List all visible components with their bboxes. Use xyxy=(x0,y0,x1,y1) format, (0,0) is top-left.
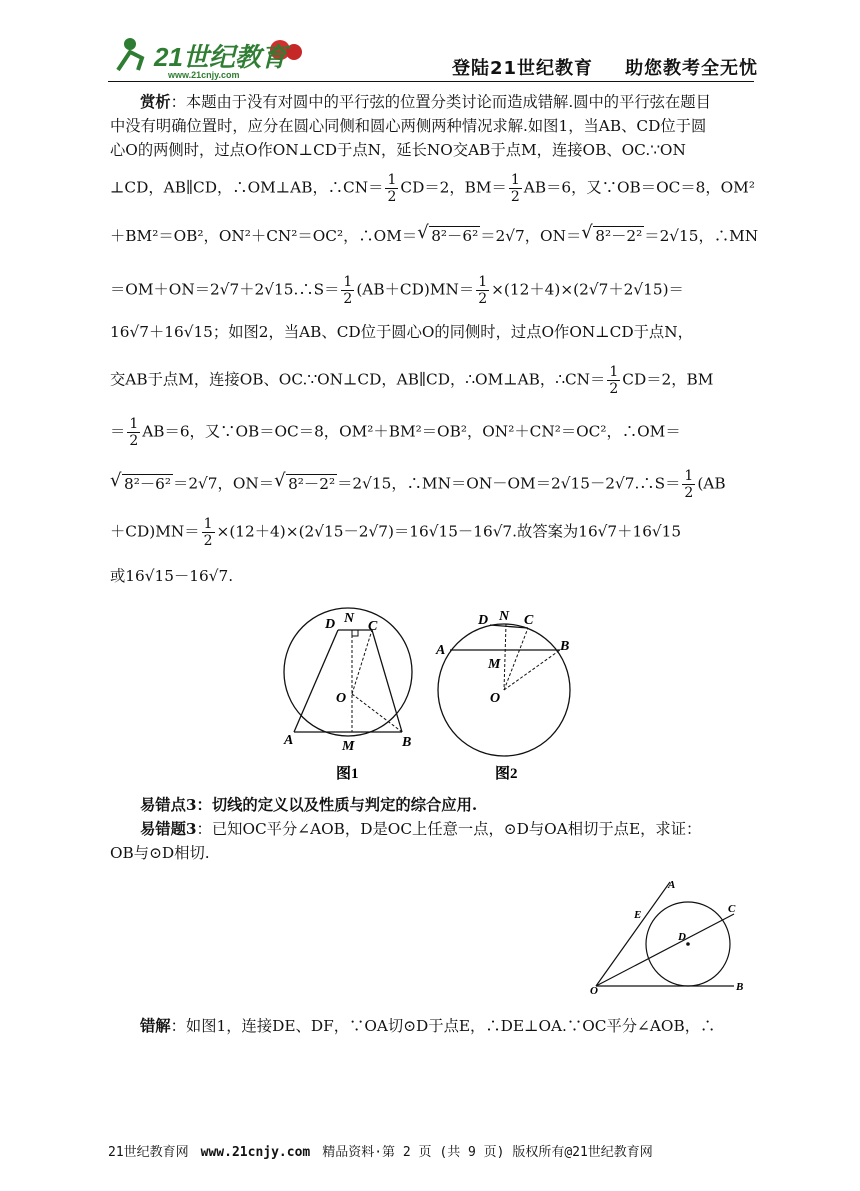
analysis-label: 赏析 xyxy=(140,93,171,111)
slogan-left: 登陆21世纪教育 xyxy=(452,58,594,79)
logo-url: www.21cnjy.com xyxy=(168,70,240,80)
fig3-label-e: E xyxy=(634,909,642,921)
text-seg: ＋BM²＝OB²，ON²＋CN²＝OC²，∴OM＝ xyxy=(110,227,418,245)
text-seg: AB＝6，又∵OB＝OC＝8，OM² xyxy=(523,178,755,197)
frac-den: 2 xyxy=(609,381,619,397)
fig2-label-m: M xyxy=(488,657,501,672)
text-seg: ×(12＋4)×(2√15－2√7)＝16√15－16√7.故答案为16√7＋16√15 xyxy=(216,522,682,541)
analysis-line-3: 心O的两侧时，过点O作ON⊥CD于点N，延长NO交AB于点M，连接OB、OC.∵ON xyxy=(110,141,686,159)
sqrt-expression xyxy=(274,474,337,494)
footer-url[interactable]: www.21cnjy.com xyxy=(200,1145,311,1160)
fig1-label-b: B xyxy=(402,735,412,750)
radicand: 8²－2² xyxy=(288,474,336,493)
analysis-line-12: 或16√15－16√7. xyxy=(110,567,234,585)
sqrt-expression xyxy=(417,226,480,246)
fraction-half xyxy=(127,416,140,449)
error-problem-line-1 xyxy=(140,819,750,839)
wrong-solution-line xyxy=(140,1016,750,1036)
footer-page-info: 精品资料·第 2 页 (共 9 页) 版权所有@21世纪教育网 xyxy=(322,1145,653,1160)
radicand: 8²－2² xyxy=(595,227,643,245)
text-seg: ⊥CD，AB∥CD，∴OM⊥AB，∴CN＝ xyxy=(110,178,384,197)
fig1-label-d: D xyxy=(325,617,336,632)
problem-label: 易错题3 xyxy=(140,820,197,838)
slogan-right: 助您教考全无忧 xyxy=(625,58,759,79)
fig1-caption: 图1 xyxy=(336,766,359,782)
frac-num: 1 xyxy=(387,172,397,188)
footer-site-name: 21世纪教育网 xyxy=(108,1145,189,1160)
text-seg: AB＝6，又∵OB＝OC＝8，OM²＋BM²＝OB²，ON²＋CN²＝OC²，∴OM＝ xyxy=(142,422,681,441)
frac-num: 1 xyxy=(684,468,694,484)
analysis-line-1 xyxy=(140,92,750,112)
fraction-half xyxy=(476,274,489,307)
analysis-line-8 xyxy=(110,364,750,397)
analysis-line-2: 中没有明确位置时，应分在圆心同侧和圆心两侧两种情况求解.如图1，当AB、CD位于圆 xyxy=(110,117,707,135)
fraction-half xyxy=(607,364,620,397)
frac-num: 1 xyxy=(129,416,139,432)
text-seg: ×(12＋4)×(2√7＋2√15)＝ xyxy=(491,280,684,299)
center-d xyxy=(686,942,690,946)
header-divider xyxy=(108,81,754,82)
fig2-line-no xyxy=(504,624,506,690)
frac-den: 2 xyxy=(478,291,488,307)
frac-num: 1 xyxy=(609,364,619,380)
fraction-half xyxy=(341,274,354,307)
fig1-line-oc xyxy=(352,630,372,694)
fig2-line-ob xyxy=(504,650,560,690)
logo-text: 21世纪教育 xyxy=(154,42,287,72)
fig1-label-c: C xyxy=(368,619,378,634)
fig1-label-n: N xyxy=(344,611,355,626)
fig1-side-bc xyxy=(372,630,402,732)
text-seg: (AB xyxy=(697,474,726,493)
text-seg: CD＝2，BM xyxy=(622,370,714,389)
ray-oa xyxy=(596,882,670,986)
frac-den: 2 xyxy=(203,533,213,549)
analysis-line-10 xyxy=(110,468,750,501)
problem-text: ：已知OC平分∠AOB，D是OC上任意一点，⊙D与OA相切于点E，求证： xyxy=(196,820,702,838)
logo-graphic xyxy=(108,30,308,80)
frac-num: 1 xyxy=(203,516,213,532)
sqrt-expression xyxy=(581,226,644,246)
text-seg: (AB＋CD)MN＝ xyxy=(356,280,475,299)
analysis-line-4 xyxy=(110,172,755,205)
fig2-label-b: B xyxy=(560,639,570,654)
analysis-text: ：本题由于没有对圆中的平行弦的位置分类讨论而造成错解.圆中的平行弦在题目 xyxy=(170,93,711,111)
fig2-line-oc xyxy=(504,628,528,690)
ray-oc xyxy=(596,914,734,986)
fig2-label-d: D xyxy=(478,613,489,628)
error-problem-line-2: OB与⊙D相切. xyxy=(110,844,210,862)
error-point-title: 易错点3：切线的定义以及性质与判定的综合应用. xyxy=(140,796,478,814)
analysis-line-5 xyxy=(110,226,759,246)
fraction-half xyxy=(682,468,695,501)
analysis-line-6 xyxy=(110,274,750,307)
fig1-circle xyxy=(284,608,412,736)
sqrt-expression xyxy=(110,474,173,494)
frac-den: 2 xyxy=(129,433,139,449)
fig2-label-o: O xyxy=(490,691,501,706)
fig2-label-n: N xyxy=(499,609,510,624)
frac-den: 2 xyxy=(684,485,694,501)
page-footer xyxy=(108,1141,653,1160)
text-seg: ＋CD)MN＝ xyxy=(110,522,200,541)
analysis-line-7: 16√7＋16√15；如图2，当AB、CD位于圆心O的同侧时，过点O作ON⊥CD于点N， xyxy=(110,323,693,341)
fig1-side-ad xyxy=(294,630,338,732)
text-seg: ＝2√7，ON＝ xyxy=(173,474,275,493)
text-seg: 交AB于点M，连接OB、OC.∵ON⊥CD，AB∥CD，∴OM⊥AB，∴CN＝ xyxy=(110,370,606,389)
fraction-half xyxy=(509,172,522,205)
wrong-text: ：如图1，连接DE、DF，∵OA切⊙D于点E，∴DE⊥OA.∵OC平分∠AOB，∴ xyxy=(170,1017,716,1035)
fig1-right-angle xyxy=(352,630,358,636)
fig1-label-a: A xyxy=(284,733,294,748)
wrong-label: 错解 xyxy=(140,1017,171,1035)
fig1-label-o: O xyxy=(336,691,347,706)
fig1-label-m: M xyxy=(342,739,355,754)
fraction-half xyxy=(202,516,215,549)
text-seg: CD＝2，BM＝ xyxy=(400,178,507,197)
frac-den: 2 xyxy=(387,189,397,205)
fraction-half xyxy=(385,172,398,205)
text-seg: ＝2√7，ON＝ xyxy=(480,227,582,245)
site-logo[interactable] xyxy=(108,30,308,80)
figure-2 xyxy=(435,609,570,756)
tangent-figure xyxy=(584,874,764,1000)
fig3-label-b: B xyxy=(736,981,744,993)
circle-figures xyxy=(280,604,590,786)
fig3-label-o: O xyxy=(590,985,598,997)
radicand: 8²－6² xyxy=(124,474,172,493)
frac-den: 2 xyxy=(343,291,353,307)
text-seg: ＝ xyxy=(110,422,126,441)
fig2-caption: 图2 xyxy=(495,766,518,782)
frac-num: 1 xyxy=(478,274,488,290)
frac-num: 1 xyxy=(510,172,520,188)
frac-den: 2 xyxy=(510,189,520,205)
figure-1 xyxy=(283,608,412,754)
fig2-label-c: C xyxy=(524,613,534,628)
fig1-line-ob xyxy=(352,694,402,732)
radicand: 8²－6² xyxy=(431,227,479,245)
text-seg: ＝2√15，∴MN＝ON－OM＝2√15－2√7.∴S＝ xyxy=(337,474,681,493)
text-seg: ＝OM＋ON＝2√7＋2√15.∴S＝ xyxy=(110,280,340,299)
analysis-line-9 xyxy=(110,416,750,449)
fig3-label-c: C xyxy=(728,903,736,915)
fig3-label-d: D xyxy=(678,931,686,943)
frac-num: 1 xyxy=(343,274,353,290)
header-slogan xyxy=(452,54,790,80)
analysis-line-11 xyxy=(110,516,750,549)
fig3-label-a: A xyxy=(668,879,676,891)
fig2-label-a: A xyxy=(436,643,446,658)
text-seg: ＝2√15，∴MN xyxy=(644,227,759,245)
